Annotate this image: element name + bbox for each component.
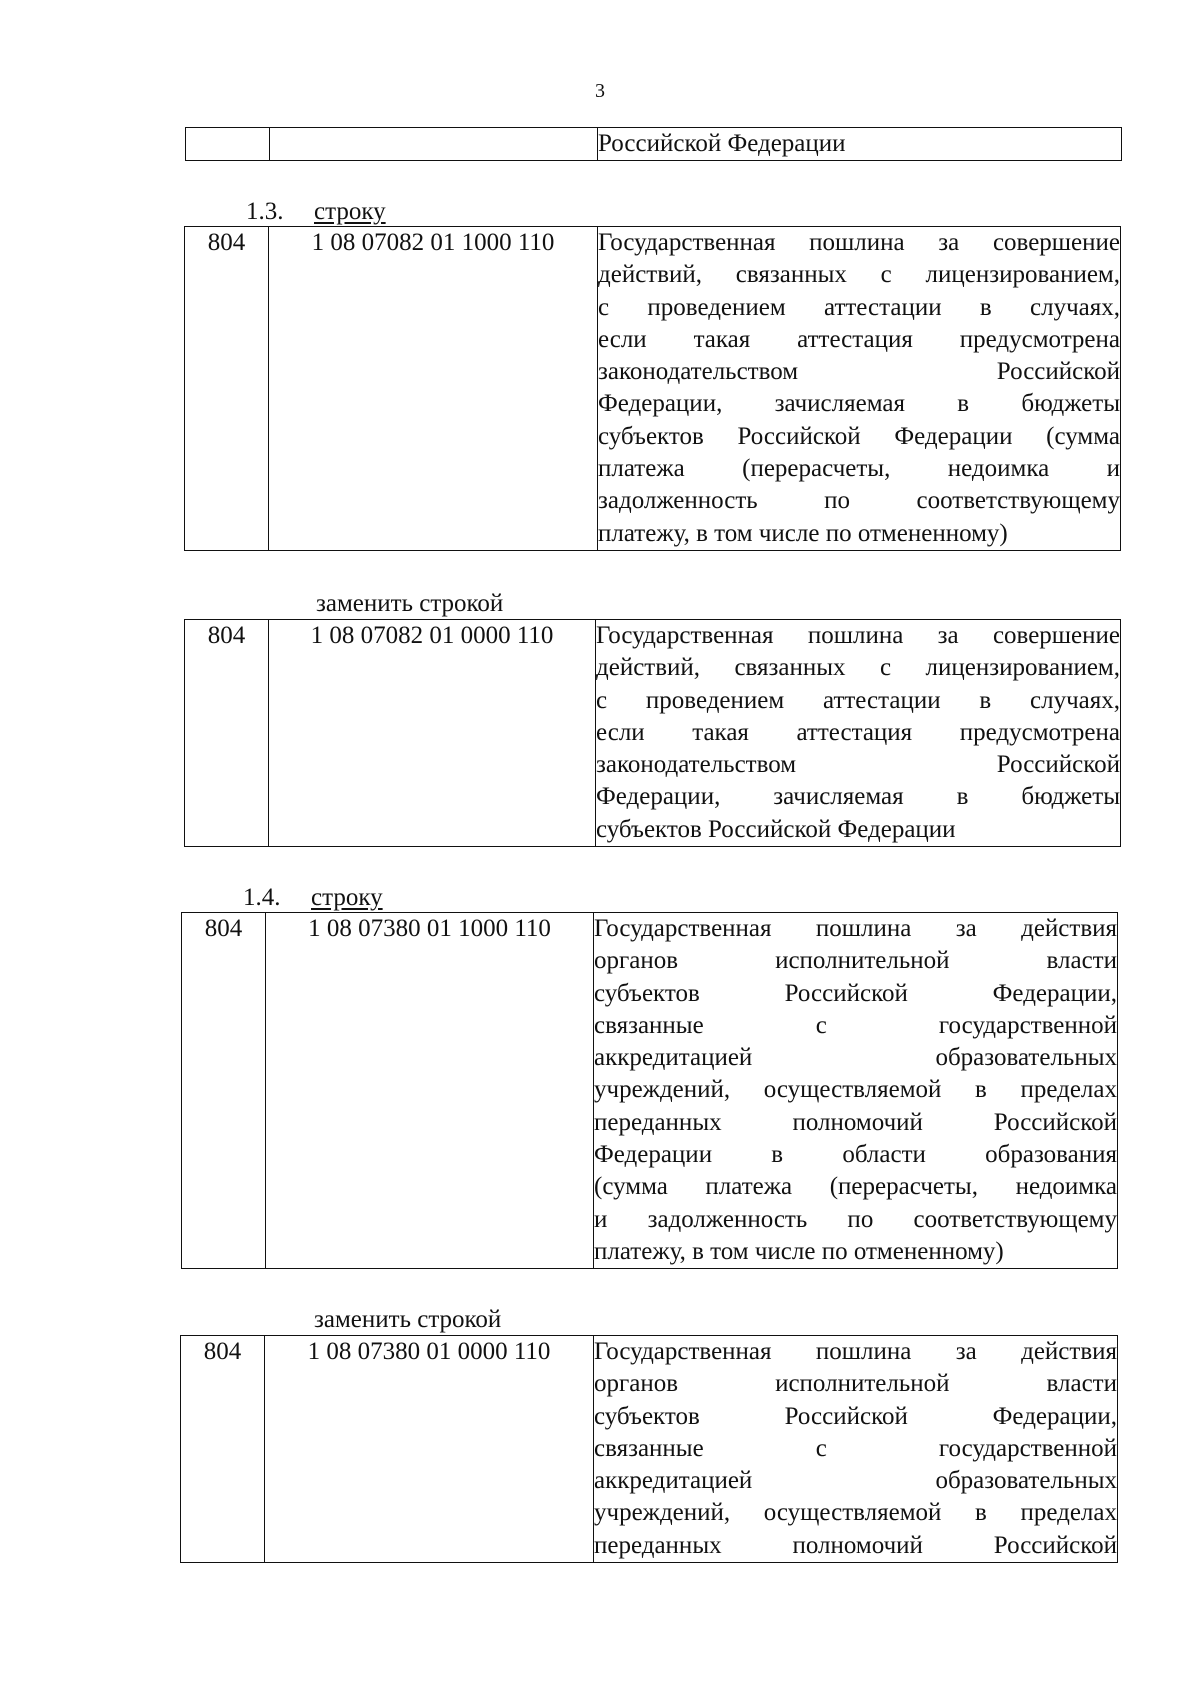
budget-admin-code <box>186 128 270 161</box>
revenue-description <box>596 620 1121 847</box>
description-line: Государственная пошлина за действия <box>594 1338 1117 1365</box>
budget-classification-code: 1 08 07380 01 0000 110 <box>265 1336 594 1563</box>
description-line: учреждений, осуществляемой в пределах <box>594 1499 1117 1527</box>
description-line: Российской Федерации <box>598 130 846 157</box>
description-line: и задолженность по соответствующему <box>594 1205 1117 1233</box>
description-line: Государственная пошлина за действия <box>594 915 1117 942</box>
description-line: субъектов Российской Федерации, <box>594 1402 1117 1430</box>
description-line: субъектов Российской Федерации <box>596 815 956 843</box>
section-number: 1.3. <box>246 198 284 225</box>
description-line: если такая аттестация предусмотрена <box>598 325 1120 353</box>
section-1-3-heading <box>246 198 386 226</box>
budget-classification-code <box>270 128 598 161</box>
section-label: строку <box>314 198 386 225</box>
description-line: Федерации, зачисляемая в бюджеты <box>596 783 1120 811</box>
description-line: (сумма платежа (перерасчеты, недоимка <box>594 1173 1117 1201</box>
budget-classification-code: 1 08 07380 01 1000 110 <box>266 913 594 1269</box>
table-row-1-3-old <box>184 226 1121 551</box>
table-row-1-4-old <box>181 912 1118 1269</box>
description-line: задолженность по соответствующему <box>598 487 1120 515</box>
section-label: строку <box>311 884 383 911</box>
budget-admin-code: 804 <box>185 227 269 551</box>
description-line: органов исполнительной власти <box>594 1370 1117 1398</box>
revenue-description <box>594 913 1118 1269</box>
continuation-row <box>185 127 1122 161</box>
description-line: субъектов Российской Федерации (сумма <box>598 422 1120 450</box>
description-line: действий, связанных с лицензированием, <box>596 654 1120 682</box>
description-line: законодательством Российской <box>596 751 1120 779</box>
section-number: 1.4. <box>243 884 281 911</box>
description-line: Государственная пошлина за совершение <box>596 622 1120 649</box>
revenue-description <box>598 128 1122 161</box>
description-line: с проведением аттестации в случаях, <box>596 686 1120 714</box>
replace-1-4-heading: заменить строкой <box>314 1306 502 1333</box>
table-row-1-4-new <box>180 1335 1118 1563</box>
description-line: Государственная пошлина за совершение <box>598 229 1120 256</box>
description-line: платежу, в том числе по отмененному) <box>598 519 1008 547</box>
description-line: переданных полномочий Российской <box>594 1108 1117 1136</box>
description-line: законодательством Российской <box>598 358 1120 386</box>
revenue-description <box>594 1336 1118 1563</box>
description-line: переданных полномочий Российской <box>594 1531 1117 1559</box>
description-line: субъектов Российской Федерации, <box>594 979 1117 1007</box>
description-line: аккредитацией образовательных <box>594 1044 1117 1072</box>
budget-classification-code: 1 08 07082 01 0000 110 <box>269 620 596 847</box>
budget-admin-code: 804 <box>185 620 269 847</box>
description-line: платежа (перерасчеты, недоимка и <box>598 455 1120 483</box>
description-line: Федерации, зачисляемая в бюджеты <box>598 390 1120 418</box>
description-line: платежу, в том числе по отмененному) <box>594 1237 1004 1265</box>
description-line: связанные с государственной <box>594 1434 1117 1462</box>
description-line: действий, связанных с лицензированием, <box>598 261 1120 289</box>
revenue-description <box>598 227 1121 551</box>
description-line: Федерации в области образования <box>594 1141 1117 1169</box>
description-line: с проведением аттестации в случаях, <box>598 293 1120 321</box>
description-line: связанные с государственной <box>594 1011 1117 1039</box>
budget-classification-code: 1 08 07082 01 1000 110 <box>269 227 598 551</box>
description-line: если такая аттестация предусмотрена <box>596 718 1120 746</box>
table-row-1-3-new <box>184 619 1121 847</box>
budget-admin-code: 804 <box>181 1336 265 1563</box>
description-line: органов исполнительной власти <box>594 947 1117 975</box>
section-1-4-heading <box>243 884 383 912</box>
page-number: 3 <box>595 80 605 102</box>
description-line: аккредитацией образовательных <box>594 1467 1117 1495</box>
budget-admin-code: 804 <box>182 913 266 1269</box>
replace-1-3-heading: заменить строкой <box>316 590 504 617</box>
description-line: учреждений, осуществляемой в пределах <box>594 1076 1117 1104</box>
